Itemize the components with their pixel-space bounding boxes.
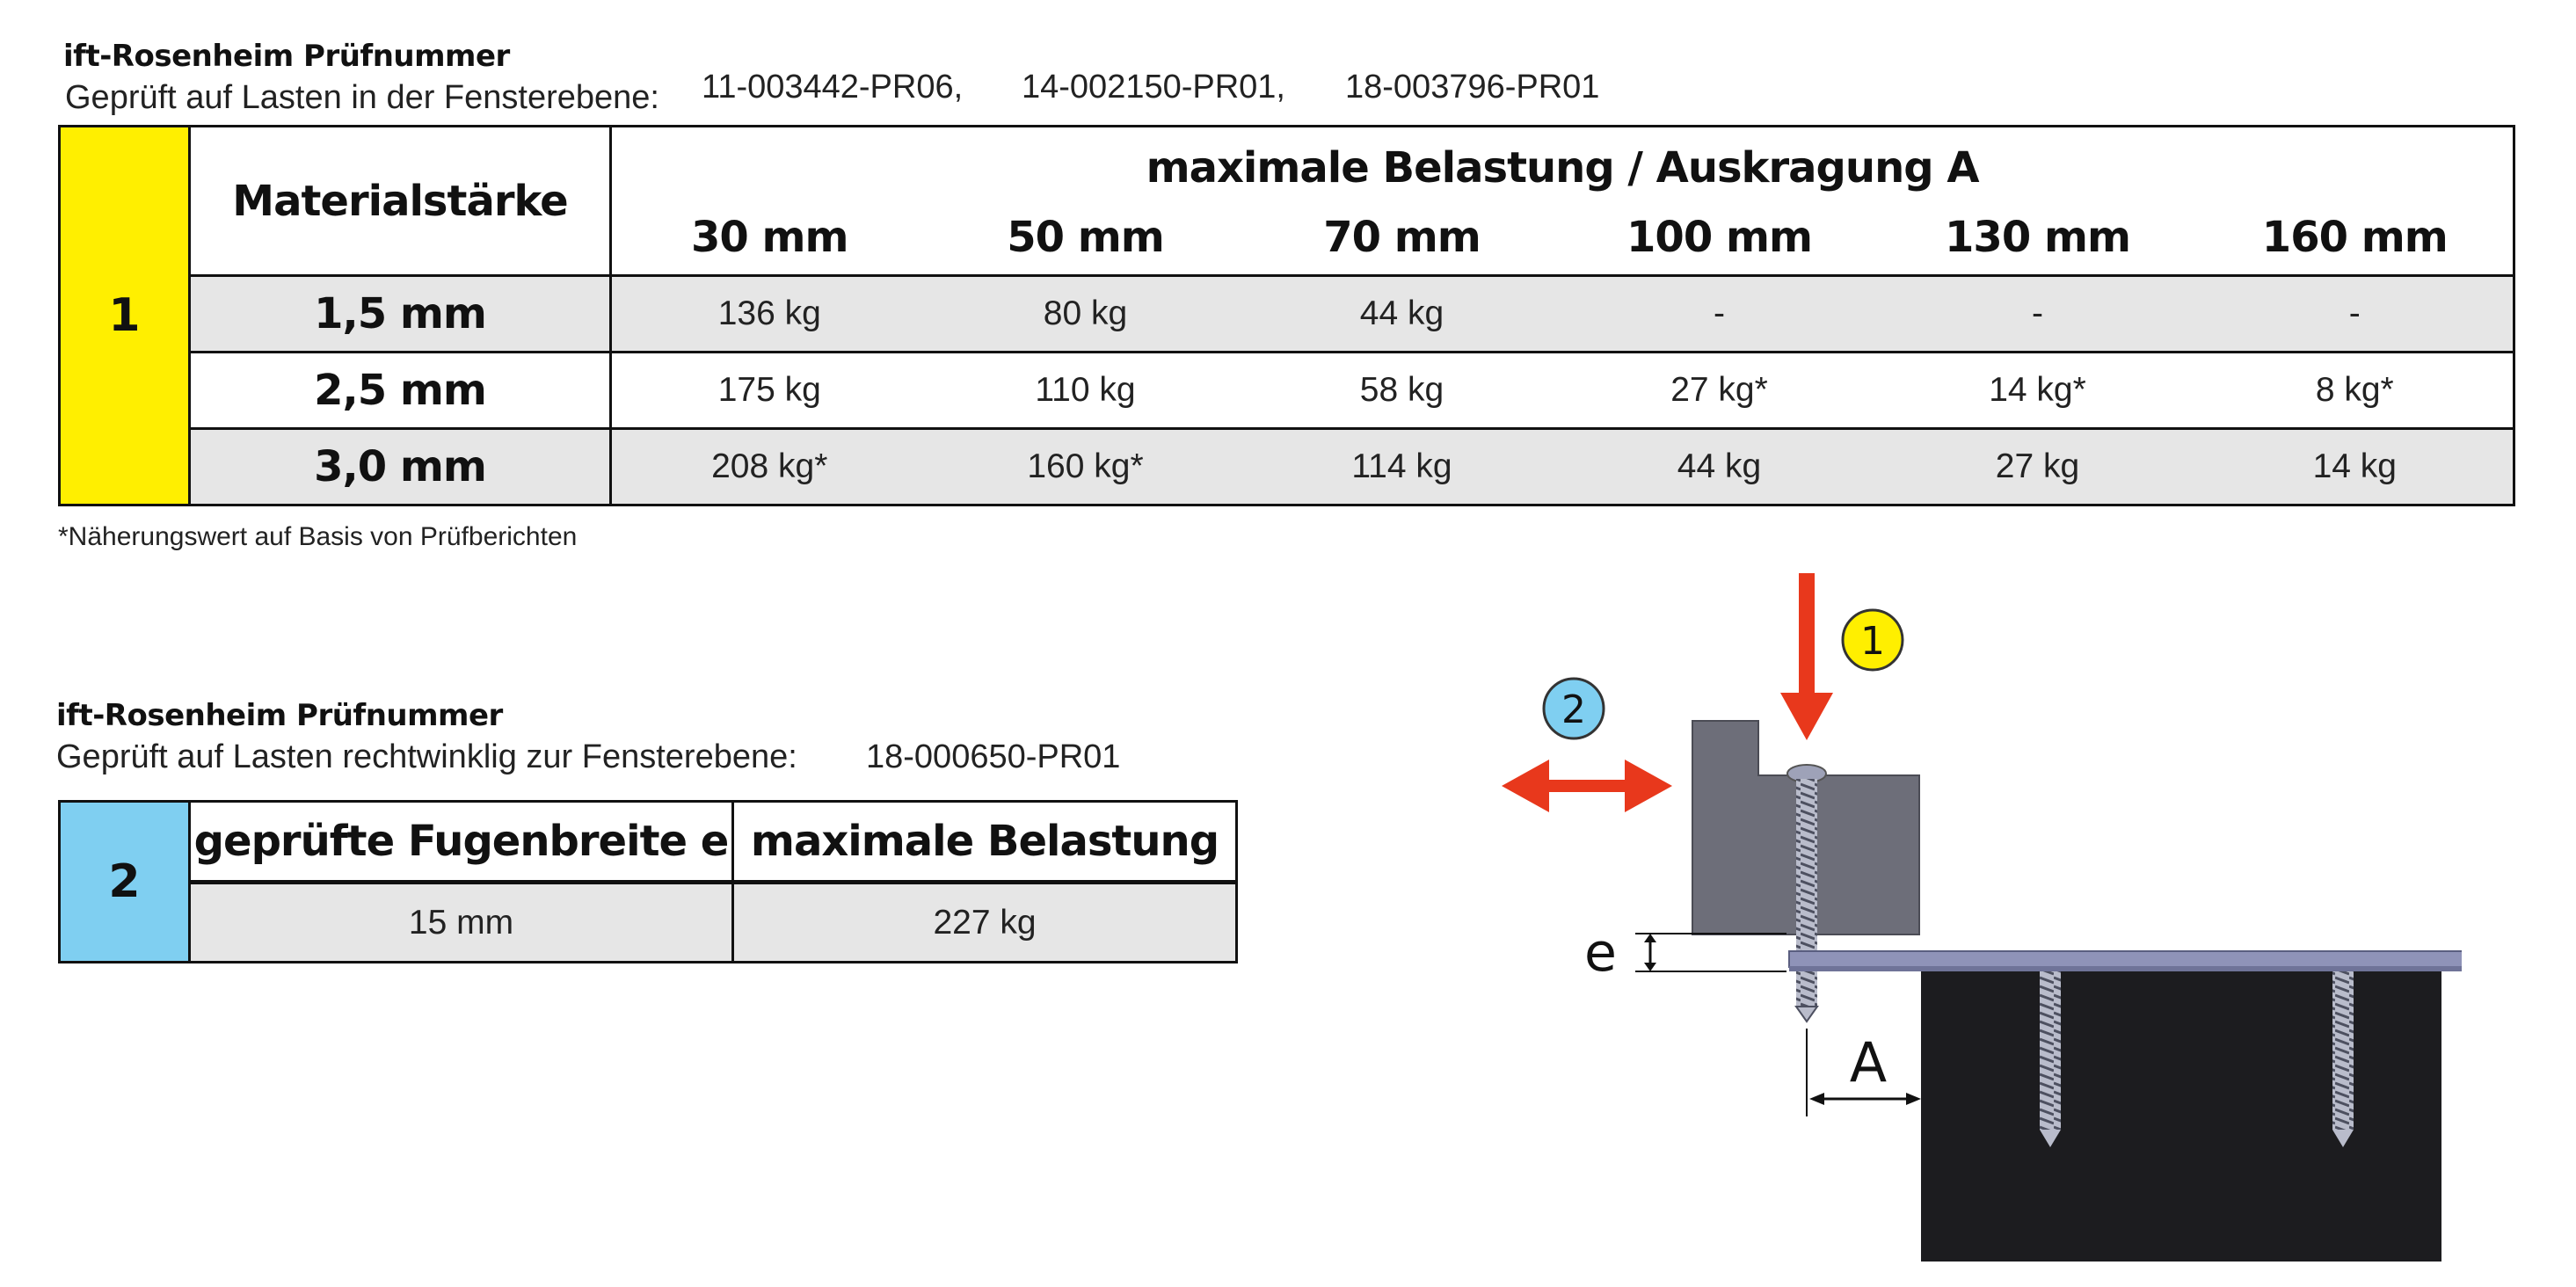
table-cell: 110 kg	[928, 353, 1244, 429]
row-label: 2,5 mm	[190, 353, 611, 429]
table-cell: 8 kg*	[2197, 353, 2514, 429]
col-header-160mm: 160 mm	[2197, 200, 2514, 276]
mounting-diagram	[1477, 563, 2462, 1266]
table-cell: 80 kg	[928, 276, 1244, 353]
load-arrow-vertical	[1780, 573, 1833, 740]
table-cell: 227 kg	[733, 883, 1237, 963]
table-cell: 114 kg	[1244, 429, 1561, 505]
load-arrow-horizontal	[1502, 760, 1672, 812]
table-cell: 27 kg	[1879, 429, 2197, 505]
section1-title: ift-Rosenheim Prüfnummer	[63, 39, 510, 74]
table-cell: 14 kg	[2197, 429, 2514, 505]
table2-badge: 2	[60, 802, 190, 963]
section1-number-2: 14-002150-PR01,	[1022, 69, 1285, 105]
table-cell: -	[2197, 276, 2514, 353]
col-header-30mm: 30 mm	[611, 200, 928, 276]
table-cell: 175 kg	[611, 353, 928, 429]
group-header-belastung: maximale Belastung / Auskragung A	[611, 127, 2514, 200]
row-label: 3,0 mm	[190, 429, 611, 505]
col-header-materialstaerke: Materialstärke	[190, 127, 611, 276]
load-table-1	[58, 125, 2515, 506]
col-header-50mm: 50 mm	[928, 200, 1244, 276]
section2-subtitle: Geprüft auf Lasten rechtwinklig zur Fensterebene:	[56, 738, 797, 775]
section1-number-3: 18-003796-PR01	[1345, 69, 1600, 105]
table-cell: 136 kg	[611, 276, 928, 353]
table-cell: 44 kg	[1561, 429, 1879, 505]
marker-1-label: 1	[1860, 619, 1885, 664]
table-cell: 15 mm	[190, 883, 733, 963]
col-header-fugenbreite: geprüfte Fugenbreite e	[190, 802, 733, 883]
table-row	[60, 429, 2514, 505]
col-header-maximale-belastung: maximale Belastung	[733, 802, 1237, 883]
section2-title: ift-Rosenheim Prüfnummer	[56, 698, 503, 733]
table-cell: 208 kg*	[611, 429, 928, 505]
footnote: *Näherungswert auf Basis von Prüfberichten	[58, 522, 578, 551]
table-cell: 160 kg*	[928, 429, 1244, 505]
load-table-2	[58, 800, 1238, 963]
table1-badge: 1	[60, 127, 190, 505]
table-cell: 44 kg	[1244, 276, 1561, 353]
col-header-100mm: 100 mm	[1561, 200, 1879, 276]
wall-screw-left	[2040, 971, 2061, 1147]
marker-2-label: 2	[1561, 687, 1586, 732]
table-row	[60, 353, 2514, 429]
row-label: 1,5 mm	[190, 276, 611, 353]
table-cell: 58 kg	[1244, 353, 1561, 429]
label-a: A	[1849, 1030, 1888, 1094]
section1-number-1: 11-003442-PR06,	[702, 69, 964, 105]
wall-block	[1921, 971, 2441, 1262]
label-e: e	[1584, 922, 1617, 984]
col-header-70mm: 70 mm	[1244, 200, 1561, 276]
dimension-e	[1635, 934, 1786, 971]
bracket-plate	[1789, 951, 2462, 967]
wall-screw-right	[2332, 971, 2354, 1147]
table-cell: -	[1879, 276, 2197, 353]
section2-number: 18-000650-PR01	[866, 738, 1121, 775]
table-cell: 14 kg*	[1879, 353, 2197, 429]
table-cell: -	[1561, 276, 1879, 353]
table-cell: 27 kg*	[1561, 353, 1879, 429]
col-header-130mm: 130 mm	[1879, 200, 2197, 276]
table-row	[60, 883, 1237, 963]
section1-subtitle: Geprüft auf Lasten in der Fensterebene:	[65, 79, 659, 116]
table-row	[60, 276, 2514, 353]
